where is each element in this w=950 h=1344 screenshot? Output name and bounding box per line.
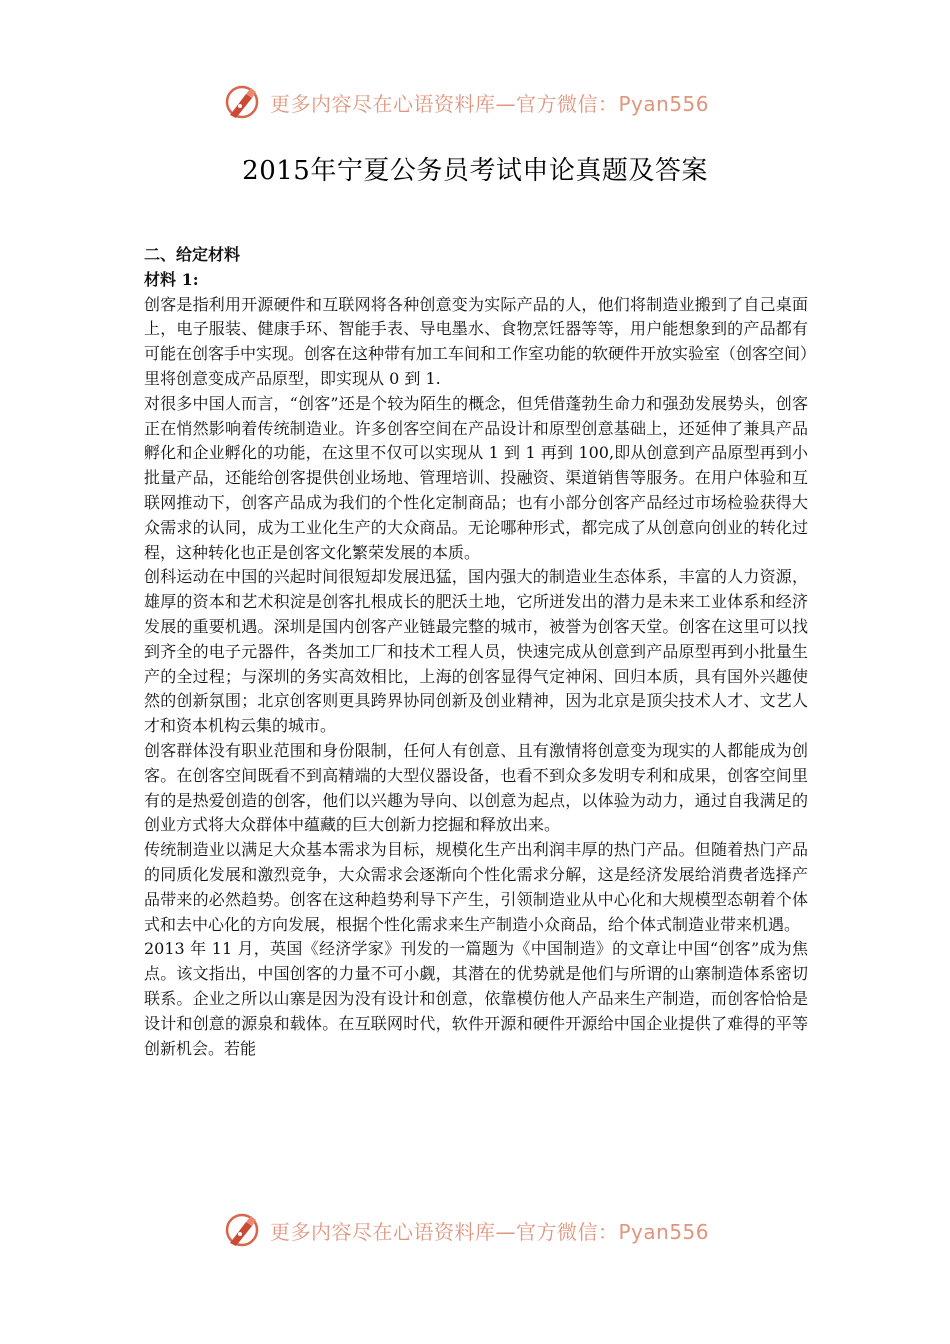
- watermark-text: 更多内容尽在心语资料库—官方微信：Pyan556: [270, 91, 710, 116]
- paragraph-2: 对很多中国人而言，“创客”还是个较为陌生的概念，但凭借蓬勃生命力和强劲发展势头，创客正在悄然影响着传统制造业。许多创客空间在产品设计和原型创意基础上，还延伸了兼具产品孵化和企业孵化的功能，在这里不仅可以实现从 1 到 1 再到 100,即从创意到产品原型再到小批量产品，还能给创客提供创业场地、管理培训、投融资、渠道销售等服务。在用户体验和互联网推动下，创客产品成为我们的个性化定制商品；也有小部分创客产品经过市场检验获得大众需求的认同，成为工业化生产的大众商品。无论哪种形式，都完成了从创意向创业的转化过程，这种转化也正是创客文化繁荣发展的本质。: [144, 393, 808, 562]
- document-title: 2015年宁夏公务员考试申论真题及答案: [242, 156, 708, 186]
- header-watermark: [222, 80, 742, 124]
- paragraph-1: 创客是指利用开源硬件和互联网将各种创意变为实际产品的人，他们将制造业搬到了自己桌面上，电子服装、健康手环、智能手表、导电墨水、食物烹饪器等等，用户能想象到的产品都有可能在创客手中实现。创客在这种带有加工车间和工作室功能的软硬件开放实验室（创客空间）里将创意变成产品原型，即实现从 0 到 1.: [144, 294, 809, 388]
- section-heading: 二、给定材料: [144, 245, 241, 264]
- paragraph-3: 创科运动在中国的兴起时间很短却发展迅猛，国内强大的制造业生态体系，丰富的人力资源，雄厚的资本和艺术积淀是创客扎根成长的肥沃土地，它所迸发出的潜力是未来工业体系和经济发展的重要机遇。深圳是国内创客产业链最完整的城市，被誉为创客天堂。创客在这里可以找到齐全的电子元器件，各类加工厂和技术工程人员，快速完成从创意到产品原型再到小批量生产的全过程；与深圳的务实高效相比，上海的创客显得气定神闲、回归本质，具有国外兴趣使然的创新氛围；北京创客则更具跨界协同创新及创业精神，因为北京是顶尖技术人才、文艺人才和资本机构云集的城市。: [144, 567, 808, 736]
- document-body: [144, 243, 808, 1061]
- paragraph-5: 传统制造业以满足大众基本需求为目标，规模化生产出利润丰厚的热门产品。但随着热门产品的同质化发展和激烈竞争，大众需求会逐渐向个性化需求分解，这是经济发展给消费者选择产品带来的必然趋势。创客在这种趋势利导下产生，引领制造业从中心化和大规模型态朝着个体式和去中心化的方向发展，根据个性化需求来生产制造小众商品，给个体式制造业带来机遇。: [144, 840, 808, 934]
- paragraph-6: 2013 年 11 月，英国《经济学家》刊发的一篇题为《中国制造》的文章让中国“创客”成为焦点。该文指出，中国创客的力量不可小觑，其潜在的优势就是他们与所谓的山寨制造体系密切联系。企业之所以山寨是因为没有设计和创意，依靠模仿他人产品来生产制造，而创客恰恰是设计和创意的源泉和载体。在互联网时代，软件开源和硬件开源给中国企业提供了难得的平等创新机会。若能: [144, 939, 808, 1058]
- watermark-text: 更多内容尽在心语资料库—官方微信：Pyan556: [270, 1219, 710, 1244]
- material-label: 材料 1:: [144, 269, 199, 289]
- pen-nib-logo-icon: [222, 1210, 262, 1250]
- footer-watermark: [222, 1208, 742, 1252]
- paragraph-4: 创客群体没有职业范围和身份限制，任何人有创意、且有激情将创意变为现实的人都能成为创客。在创客空间既看不到高精端的大型仪器设备，也看不到众多发明专利和成果，创客空间里有的是热爱创造的创客，他们以兴趣为导向、以创意为起点，以体验为动力，通过自我满足的创业方式将大众群体中蕴藏的巨大创新力挖掘和释放出来。: [144, 740, 808, 835]
- pen-nib-logo-icon: [222, 82, 262, 122]
